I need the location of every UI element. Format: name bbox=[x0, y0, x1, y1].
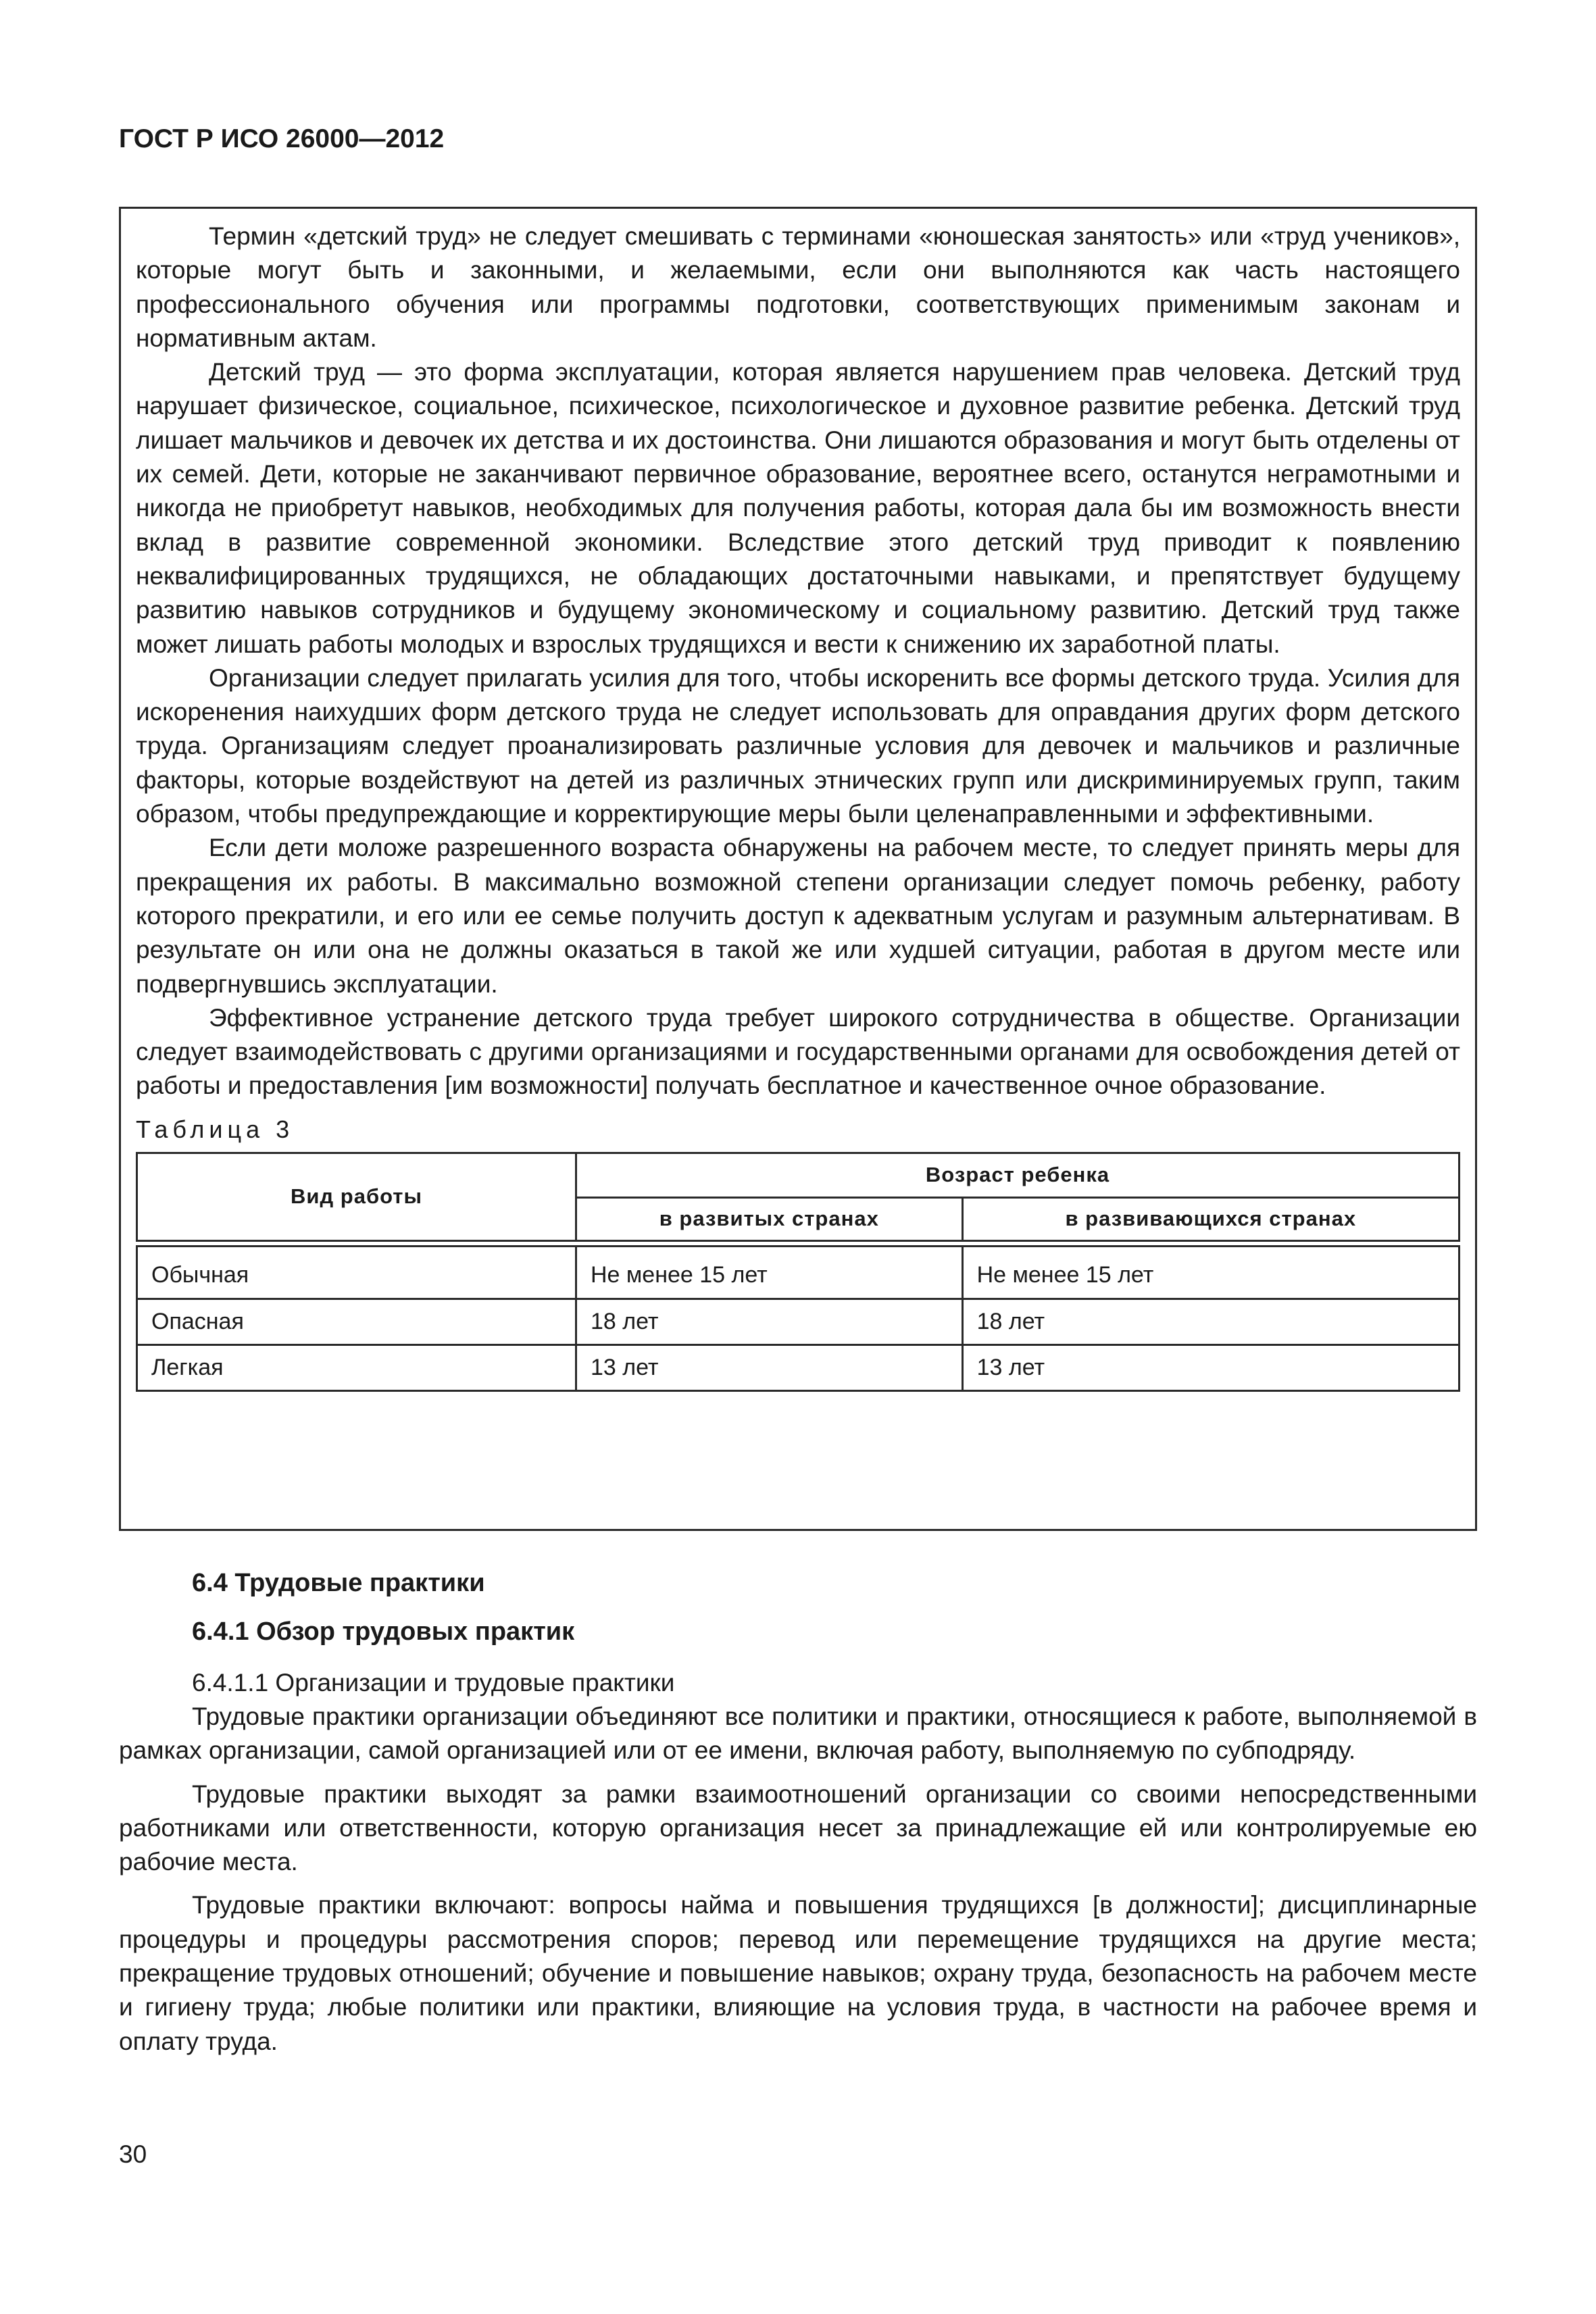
paragraph: Трудовые практики организации объединяют все политики и практики, относящиеся к работе, выполняемой в рамках организации, самой организацией или от ее имени, включая работу, выполняемую по субподряду. bbox=[119, 1703, 1477, 1765]
column-header-developing: в развивающихся странах bbox=[962, 1197, 1459, 1240]
paragraph: Детский труд — это форма эксплуатации, которая является нарушением прав человека. Детский труд нарушает физическое, социальное, психическое, психологическое и духовное развитие ребенка. Детский труд лишает мальчиков и девочек их детства и их достоинства. Они лишаются образования и могут быть отделены от их семей. Дети, которые не заканчивают первичное образование, вероятнее всего, останутся неграмотными и никогда не приобретут навыков, необходимых для получения работы, которая дала бы им возможность внести вклад в развитие современной экономики. Вследствие этого детский труд приводит к появлению неквалифицированных трудящихся, не обладающих достаточными навыками, и препятствует будущему развитию навыков сотрудников и будущему экономическому и социальному развитию. Детский труд также может лишать работы молодых и взрослых трудящихся и вести к снижению их заработной платы. bbox=[136, 358, 1460, 658]
section-labour-practices bbox=[119, 1566, 1477, 2059]
paragraph: Трудовые практики включают: вопросы найма и повышения трудящихся [в должности]; дисциплинарные процедуры и процедуры рассмотрения споров; перевод или перемещение трудящихся на другие места; прекращение трудовых отношений; обучение и повышение навыков; охрану труда, безопасность на рабочем месте и гигиену труда; любые политики или практики, влияющие на условия труда, в частности на рабочее время и оплату труда. bbox=[119, 1891, 1477, 2055]
section-heading: 6.4 Трудовые практики bbox=[192, 1569, 485, 1597]
child-labour-age-table bbox=[136, 1152, 1460, 1392]
clause-heading: 6.4.1.1 Организации и трудовые практики bbox=[192, 1669, 675, 1696]
column-header-child-age: Возраст ребенка bbox=[576, 1153, 1460, 1197]
table-header-row bbox=[137, 1153, 1460, 1197]
boxed-section bbox=[119, 207, 1477, 1531]
document-header: ГОСТ Р ИСО 26000—2012 bbox=[119, 124, 445, 153]
subsection-heading: 6.4.1 Обзор трудовых практик bbox=[192, 1617, 575, 1646]
cell-developing: 13 лет bbox=[962, 1344, 1459, 1390]
cell-developing: Не менее 15 лет bbox=[962, 1246, 1459, 1299]
page-number: 30 bbox=[119, 2140, 147, 2168]
paragraph: Эффективное устранение детского труда требует широкого сотрудничества в обществе. Организации следует взаимодействовать с другими организациями и государственными органами для освобождения детей от работы и предоставления [им возможности] получать бесплатное и качественное очное образование. bbox=[136, 1003, 1460, 1100]
paragraph: Трудовые практики выходят за рамки взаимоотношений организации со своими непосредственными работниками или ответственности, которую организация несет за принадлежащие ей или контролируемые ею рабочие места. bbox=[119, 1780, 1477, 1876]
cell-developed: 18 лет bbox=[576, 1299, 963, 1344]
table-caption: Таблица 3 bbox=[136, 1115, 295, 1143]
cell-work-type: Легкая bbox=[137, 1344, 576, 1390]
paragraph: Если дети моложе разрешенного возраста обнаружены на рабочем месте, то следует принять меры для прекращения их работы. В максимально возможной степени организации следует помочь ребенку, работу которого прекратили, и его или ее семье получить доступ к адекватным услугам и разумным альтернативам. В результате он или она не должны оказаться в такой же или худшей ситуации, работая в другом месте или подвергнувшись эксплуатации. bbox=[136, 834, 1460, 998]
column-header-work-type: Вид работы bbox=[137, 1153, 576, 1240]
paragraph: Термин «детский труд» не следует смешивать с терминами «юношеская занятость» или «труд учеников», которые могут быть и законными, и желаемыми, если они выполняются как часть настоящего профессионального обучения или программы подготовки, соответствующих применимым законам и нормативным актам. bbox=[136, 222, 1460, 352]
paragraph: Организации следует прилагать усилия для того, чтобы искоренить все формы детского труда. Усилия для искоренения наихудших форм детского труда не следует использовать для оправдания других форм детского труда. Организациям следует проанализировать различные условия для девочек и мальчиков и различные факторы, которые воздействуют на детей из различных этнических групп или дискриминируемых групп, таким образом, чтобы предупреждающие и корректирующие меры были целенаправленными и эффективными. bbox=[136, 663, 1460, 828]
cell-work-type: Обычная bbox=[137, 1246, 576, 1299]
header-separator bbox=[137, 1240, 1460, 1246]
cell-developed: 13 лет bbox=[576, 1344, 963, 1390]
cell-work-type: Опасная bbox=[137, 1299, 576, 1344]
table-row bbox=[137, 1246, 1460, 1299]
table-row bbox=[137, 1344, 1460, 1390]
boxed-content bbox=[136, 220, 1460, 1392]
table-row bbox=[137, 1299, 1460, 1344]
column-header-developed: в развитых странах bbox=[576, 1197, 963, 1240]
cell-developing: 18 лет bbox=[962, 1299, 1459, 1344]
cell-developed: Не менее 15 лет bbox=[576, 1246, 963, 1299]
